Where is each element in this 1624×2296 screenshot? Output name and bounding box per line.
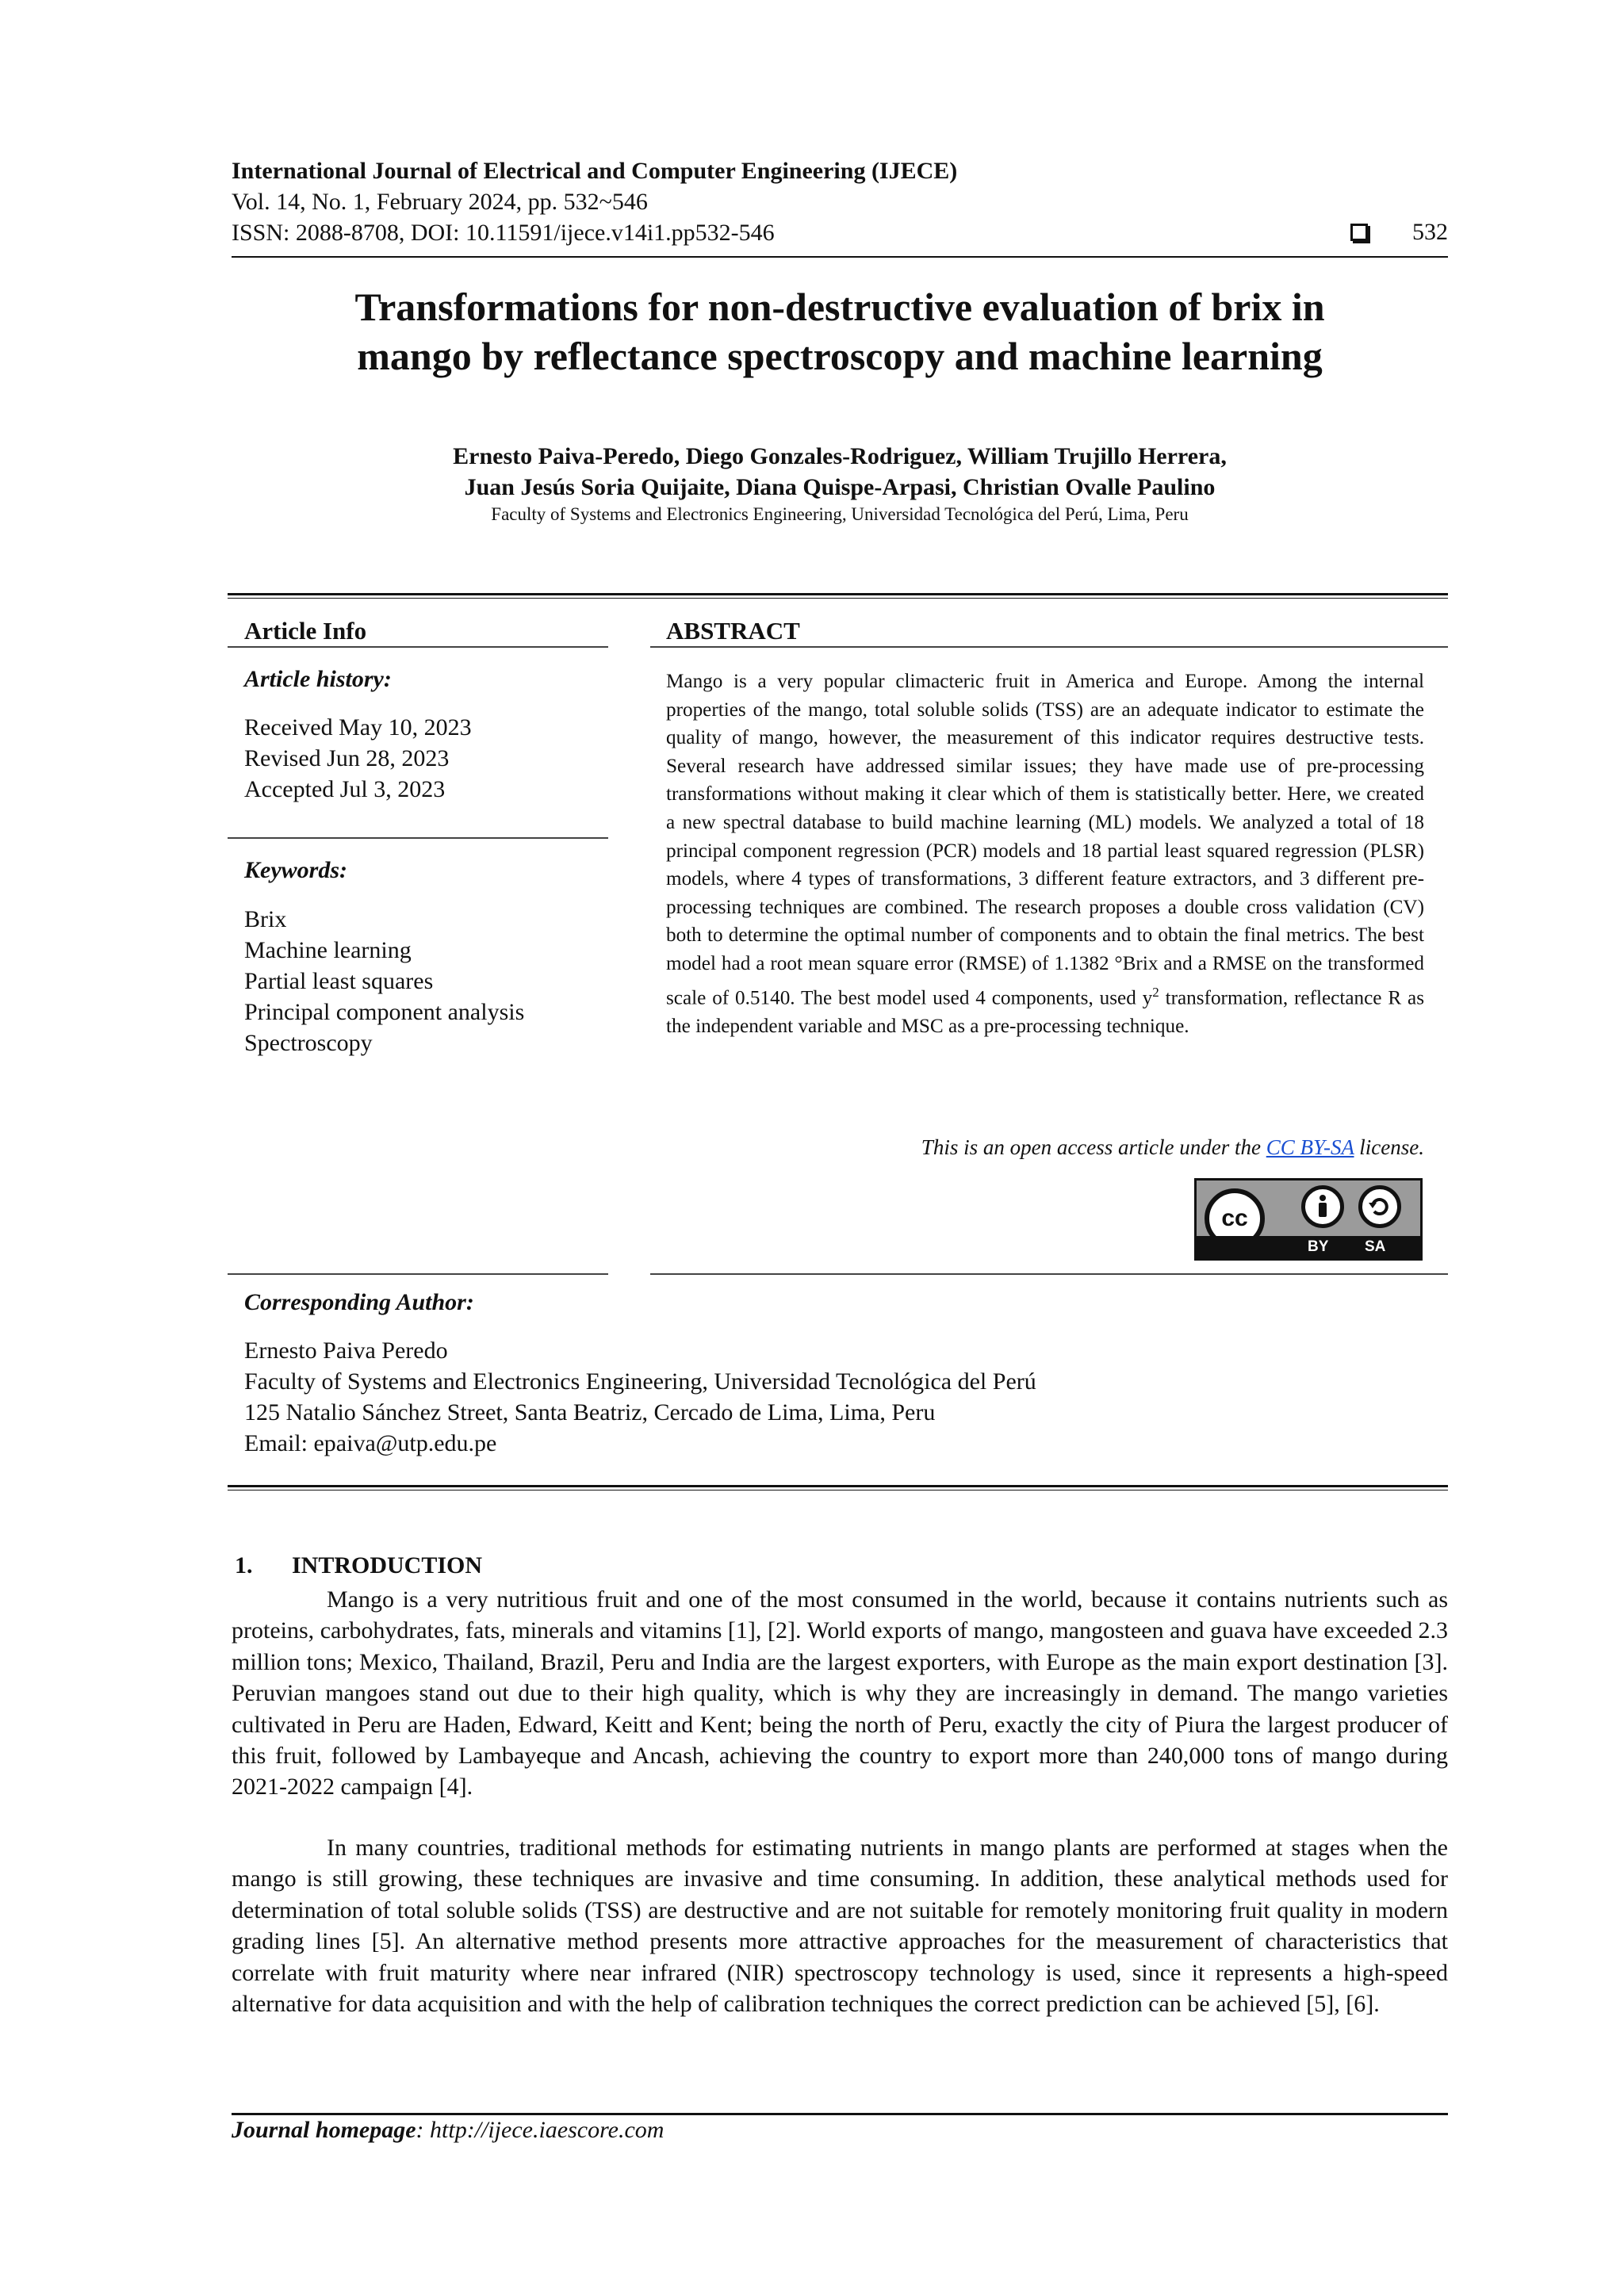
badge-by-label: BY	[1308, 1238, 1329, 1255]
abstract-body-end: transformation, reflectance R as the independent variable and MSC as a pre-processing technique.	[666, 986, 1424, 1037]
info-box-bottom-rule	[228, 1485, 1448, 1490]
article-history-heading: Article history:	[244, 666, 392, 692]
corresponding-dept: Faculty of Systems and Electronics Engineering, Universidad Tecnológica del Perú	[244, 1368, 1036, 1395]
section-number: 1.	[235, 1552, 253, 1578]
keyword-list	[244, 904, 524, 1058]
info-box-top-rule	[228, 593, 1448, 599]
license-statement	[921, 1135, 1424, 1160]
author-list	[232, 441, 1448, 503]
journal-name: International Journal of Electrical and Computer Engineering (IJECE)	[232, 158, 958, 184]
share-alike-icon	[1358, 1185, 1401, 1228]
abstract-rule	[650, 646, 1448, 648]
attribution-icon	[1301, 1185, 1344, 1228]
keywords-heading: Keywords:	[244, 857, 347, 883]
abstract-heading: ABSTRACT	[666, 617, 800, 645]
keyword-item: Machine learning	[244, 937, 412, 963]
corresponding-email: Email: epaiva@utp.edu.pe	[244, 1430, 497, 1456]
corresponding-heading: Corresponding Author:	[244, 1289, 474, 1315]
section-title: INTRODUCTION	[292, 1552, 483, 1578]
authors-line-2: Juan Jesús Soria Quijaite, Diana Quispe-Arpasi, Christian Ovalle Paulino	[464, 474, 1216, 500]
badge-sa-label: SA	[1365, 1238, 1386, 1255]
journal-homepage	[232, 2117, 664, 2144]
intro-paragraph-2: In many countries, traditional methods for estimating nutrients in mango plants are performed at stages when the mango is still growing, these techniques are invasive and time consuming. In addition, these analytical methods used for determination of total soluble solids (TSS) are destructive and are not suitable for remotely monitoring fruit quality in modern grading lines [5]. An alternative method presents more attractive approaches for the measurement of characteristics that correlate with fruit maturity where near infrared (NIR) spectroscopy technology is used, since it represents a high-speed alternative for data acquisition and with the help of calibration techniques the correct prediction can be achieved [5], [6].	[232, 1835, 1448, 2018]
article-history	[244, 712, 472, 805]
cc-by-sa-badge[interactable]	[1194, 1178, 1423, 1261]
keyword-item: Spectroscopy	[244, 1030, 373, 1056]
revised-date: Revised Jun 28, 2023	[244, 745, 450, 771]
page-number-block	[1350, 219, 1448, 246]
license-link[interactable]: CC BY-SA	[1266, 1135, 1354, 1159]
accepted-date: Accepted Jul 3, 2023	[244, 776, 446, 802]
corresponding-address: 125 Natalio Sánchez Street, Santa Beatriz, Cercado de Lima, Lima, Peru	[244, 1399, 936, 1425]
corresponding-top-rule-left	[228, 1273, 608, 1275]
keyword-item: Partial least squares	[244, 968, 434, 994]
abstract-body: Mango is a very popular climacteric fruit in America and Europe. Among the internal properties of the mango, total soluble solids (TSS) are an adequate indicator to estimate the quality of mango, however, the measurement of this indicator requires destructive tests. Several research have addressed similar issues; they have made use of pre-processing transformations without making it clear which of them is statistically better. Here, we created a new spectral database to build machine learning (ML) models. We analyzed a total of 18 principal component regression (PCR) models and 18 partial least squared regression (PLSR) models, where 4 types of transformations, 3 different feature extractors, and 3 different pre-processing techniques are combined. The research proposes a double cross validation (CV) both to determine the optimal number of components and to obtain the final metrics. The best model had a root mean square error (RMSE) of 1.1382 °Brix and a RMSE on the transformed scale of 0.5140. The best model used 4 components, used y	[666, 671, 1424, 1008]
journal-volume: Vol. 14, No. 1, February 2024, pp. 532~546	[232, 189, 648, 215]
square-bullet-icon	[1350, 224, 1368, 241]
authors-line-1: Ernesto Paiva-Peredo, Diego Gonzales-Rodriguez, William Trujillo Herrera,	[453, 443, 1227, 469]
corresponding-top-rule-right	[650, 1273, 1448, 1275]
keyword-item: Brix	[244, 906, 287, 932]
intro-paragraph-1: Mango is a very nutritious fruit and one of the most consumed in the world, because it contains nutrients such as proteins, carbohydrates, fats, minerals and vitamins [1], [2]. World exports of mango, mangosteen and guava have exceeded 2.3 million tons; Mexico, Thailand, Brazil, Peru and India are the largest exporters, with Europe as the main export destination [3]. Peruvian mangoes stand out due to their high quality, which is why they are increasingly in demand. The mango varieties cultivated in Peru are Haden, Edward, Keitt and Kent; being the north of Peru, exactly the city of Piura the largest producer of this fruit, followed by Lambayeque and Ancash, achieving the country to export more than 240,000 tons of mango during 2021-2022 campaign [4].	[232, 1586, 1448, 1800]
homepage-label: Journal homepage	[232, 2117, 416, 2143]
section-heading-introduction	[235, 1552, 482, 1579]
history-rule	[228, 837, 608, 839]
article-info-heading: Article Info	[244, 617, 367, 645]
license-prefix: This is an open access article under the	[921, 1135, 1266, 1159]
corresponding-details	[244, 1335, 1036, 1459]
footer-rule	[232, 2113, 1448, 2115]
article-info-rule	[228, 646, 608, 648]
license-suffix: license.	[1354, 1135, 1424, 1159]
cc-logo-text: cc	[1221, 1205, 1248, 1231]
title-line-1: Transformations for non-destructive evaluation of brix in	[354, 285, 1325, 329]
homepage-url[interactable]: : http://ijece.iaescore.com	[416, 2117, 665, 2143]
header-rule	[232, 256, 1448, 258]
journal-header	[232, 155, 957, 248]
title-line-2: mango by reflectance spectroscopy and machine learning	[357, 334, 1323, 378]
paper-title	[232, 282, 1448, 381]
abstract-text	[666, 668, 1424, 1040]
page-number: 532	[1412, 219, 1448, 245]
corresponding-name: Ernesto Paiva Peredo	[244, 1337, 448, 1364]
affiliation: Faculty of Systems and Electronics Engineering, Universidad Tecnológica del Perú, Lima, Peru	[491, 504, 1189, 524]
received-date: Received May 10, 2023	[244, 714, 472, 740]
superscript: 2	[1152, 984, 1159, 1000]
journal-issn: ISSN: 2088-8708, DOI: 10.11591/ijece.v14i1.pp532-546	[232, 220, 775, 246]
keyword-item: Principal component analysis	[244, 999, 525, 1025]
